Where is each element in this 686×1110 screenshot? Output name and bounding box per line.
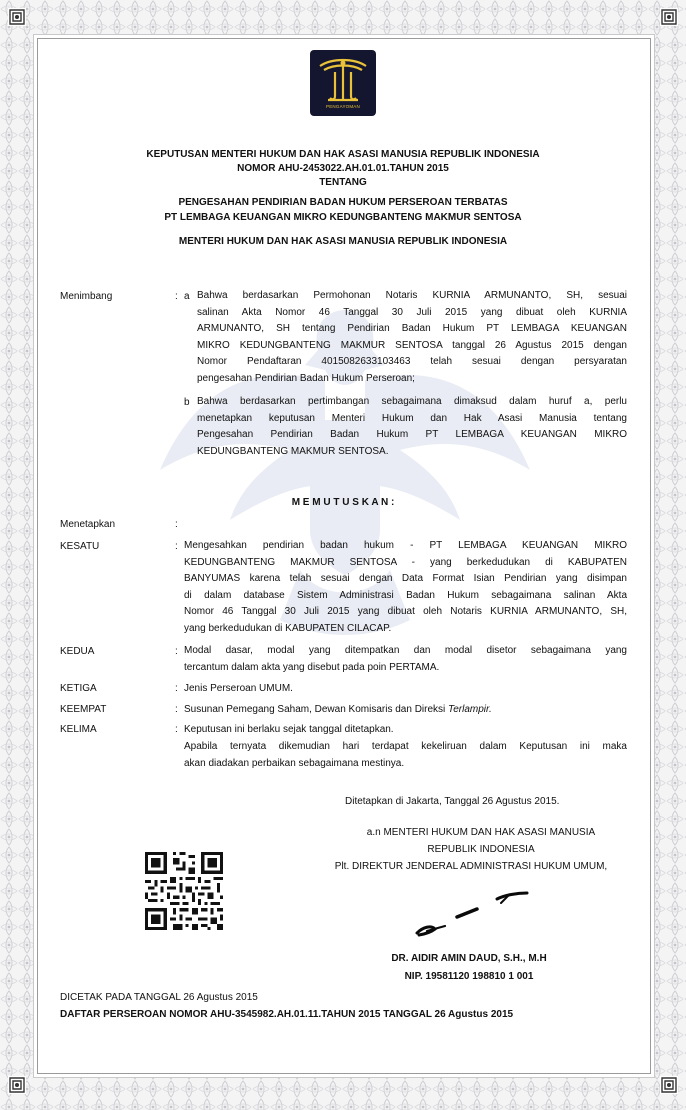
ketiga-colon: : [175,683,178,694]
decree-subject: PENGESAHAN PENDIRIAN BADAN HUKUM PERSEROAN TERBATAS [178,197,508,208]
menimbang-b-text: Bahwa berdasarkan pertimbangan sebagaimana dimaksud dalam huruf a, perlu menetapkan keputusan Menteri Hukum dan Hak Asasi Manusia tentang Pengesahan Pendirian Badan Hukum PT LEMBAGA KEUANGAN MIKRO KEDUNGBANTENG MAKMUR SENTOSA. [197,396,627,457]
printed-date: DICETAK PADA TANGGAL 26 Agustus 2015 [60,992,258,1003]
corner-ornament-icon [8,1076,26,1094]
ministry-logo [310,50,376,116]
signatory-nip: NIP. 19581120 198810 1 001 [404,971,534,982]
kelima-text-1: Keputusan ini berlaku sejak tanggal ditetapkan. [184,724,394,735]
kedua-colon: : [175,646,178,657]
qr-code [145,852,223,930]
kelima-label: KELIMA [60,724,97,735]
memutuskan-heading: M E M U T U S K A N : [291,497,395,508]
ketiga-label: KETIGA [60,683,97,694]
kesatu-colon: : [175,541,178,552]
keempat-text: Susunan Pemegang Saham, Dewan Komisaris dan Direksi Terlampir. [184,704,492,715]
menetapkan-label: Menetapkan [60,519,116,530]
kelima-colon: : [175,724,178,735]
logo-motto: PENGAYOMAN [326,104,360,109]
on-behalf-2: REPUBLIK INDONESIA [427,844,535,855]
keempat-colon: : [175,704,178,715]
decree-number: NOMOR AHU-2453022.AH.01.01.TAHUN 2015 [237,163,449,174]
on-behalf-3: Plt. DIREKTUR JENDERAL ADMINISTRASI HUKUM UMUM, [334,861,608,872]
corner-ornament-icon [660,1076,678,1094]
ketiga-text: Jenis Perseroan UMUM. [184,683,293,694]
menimbang-a-text: Bahwa berdasarkan Permohonan Notaris KURNIA ARMUNANTO, SH, sesuai salinan Akta Nomor 46 Tanggal 30 Juli 2015 yang dibuat oleh KURNIA ARMUNANTO, SH tentang Pendirian Badan Hukum PT LEMBAGA KEUANGAN MIKRO KEDUNGBANTENG MAKMUR SENTOSA tanggal 26 Agustus 2015 dengan Nomor Pendaftaran 4015082633103463 telah sesuai dengan persyaratan pengesahan Pendirian Badan Hukum Perseroan; [197,290,627,384]
decree-about: TENTANG [319,177,367,188]
on-behalf-1: a.n MENTERI HUKUM DAN HAK ASASI MANUSIA [366,827,596,838]
kelima-text-2: Apabila ternyata dikemudian hari terdapat kekeliruan dalam Keputusan ini maka akan diadakan perbaikan sebagaimana mestinya. [184,741,627,769]
kesatu-text: Mengesahkan pendirian badan hukum - PT LEMBAGA KEUANGAN MIKRO KEDUNGBANTENG MAKMUR SENTOSA - yang berkedudukan di KABUPATEN BANYUMAS karena telah sesuai dengan Data Format Isian Pendirian yang disimpan di dalam database Sistem Administrasi Badan Hukum sebagaimana salinan Akta Nomor 46 Tanggal 30 Juli 2015 yang dibuat oleh Notaris KURNIA ARMUNANTO, SH, yang berkedudukan di KABUPATEN CILACAP. [184,540,627,634]
kedua-text: Modal dasar, modal yang ditempatkan dan modal disetor sebagaimana yang tercantum dalam akta yang disebut pada poin PERTAMA. [184,645,627,673]
decree-title: KEPUTUSAN MENTERI HUKUM DAN HAK ASASI MANUSIA REPUBLIK INDONESIA [146,149,540,160]
kedua-label: KEDUA [60,646,95,657]
signatory-name: DR. AIDIR AMIN DAUD, S.H., M.H [391,953,547,964]
register-number: DAFTAR PERSEROAN NOMOR AHU-3545982.AH.01.11.TAHUN 2015 TANGGAL 26 Agustus 2015 [60,1009,514,1020]
menimbang-a-marker: a [184,291,190,302]
minister-heading: MENTERI HUKUM DAN HAK ASASI MANUSIA REPUBLIK INDONESIA [178,236,508,247]
menimbang-b-marker: b [184,397,190,408]
keempat-label: KEEMPAT [60,704,107,715]
menimbang-colon: : [175,291,178,302]
corner-ornament-icon [660,8,678,26]
place-date: Ditetapkan di Jakarta, Tanggal 26 Agustus 2015. [345,796,560,807]
corner-ornament-icon [8,8,26,26]
menimbang-label: Menimbang [60,291,113,302]
kesatu-label: KESATU [60,541,100,552]
handwritten-signature [405,885,545,945]
company-name: PT LEMBAGA KEUANGAN MIKRO KEDUNGBANTENG MAKMUR SENTOSA [164,212,522,223]
menetapkan-colon: : [175,519,178,530]
